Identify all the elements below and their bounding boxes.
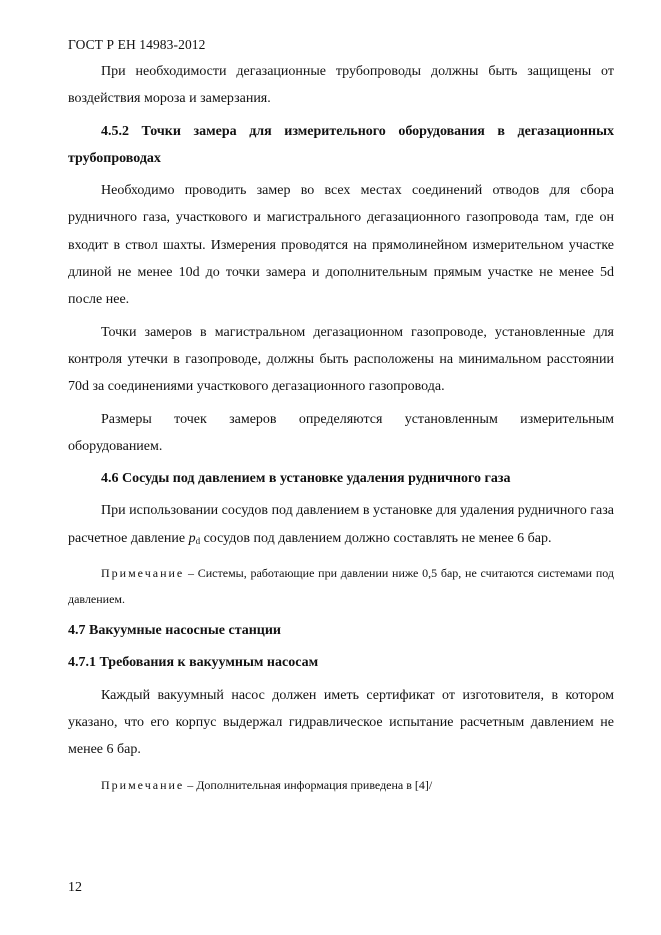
pressure-subscript: d [195,535,201,546]
note-additional-info [68,772,614,798]
paragraph-measurement-sizes: Размеры точек замеров определяются установленным измерительным оборудованием. [68,411,614,454]
paragraph-vacuum-pump-certificate: Каждый вакуумный насос должен иметь сертификат от изготовителя, в котором указано, что его корпус выдержал гидравлическое испытание расчетным давлением не менее 6 бар. [68,687,614,758]
note-text: – Дополнительная информация приведена в [4]/ [187,777,433,792]
note-pressure-systems [68,560,614,612]
note-text: – Системы, работающие при давлении ниже 0,5 бар, не считаются системами под давлением. [68,566,614,607]
pressure-text-before: При использовании сосудов под давлением в установке для удаления рудничного газа расчетное давление [68,503,614,546]
pressure-text-after: сосудов под давлением должно составлять не менее 6 бар. [203,530,552,546]
paragraph-measurement-points: Необходимо проводить замер во всех местах соединений отводов для сбора рудничного газа, участкового и магистрального дегазационного газопровода там, где он входит в ствол шахты. Измерения проводятся на прямолинейном измерительном участке длиной не менее 10d до точки замера и дополнительным прямым участке не менее 5d после нее. [68,183,614,308]
section-heading-4-7-1: 4.7.1 Требования к вакуумным насосам [68,655,319,671]
paragraph-frost-protection: При необходимости дегазационные трубопроводы должны быть защищены от воздействия мороза и замерзания. [68,64,614,107]
section-heading-4-5-2: 4.5.2 Точки замера для измерительного оборудования в дегазационных трубопроводах [68,123,614,166]
paragraph-leak-control: Точки замеров в магистральном дегазационном газопроводе, установленные для контроля утечки в газопроводе, должны быть расположены на минимальном расстоянии 70d за соединениями участкового дегазационного газопровода. [68,324,614,395]
note-label: Примечание [101,777,185,792]
page-number: 12 [68,880,82,895]
document-header: ГОСТ Р ЕН 14983-2012 [68,37,206,52]
section-heading-4-6: 4.6 Сосуды под давлением в установке удаления рудничного газа [101,471,511,487]
section-heading-4-7: 4.7 Вакуумные насосные станции [68,623,282,639]
pressure-symbol: p [188,530,196,546]
paragraph-pressure-vessels [68,497,614,552]
document-body [68,58,614,798]
note-label: Примечание [101,566,185,581]
